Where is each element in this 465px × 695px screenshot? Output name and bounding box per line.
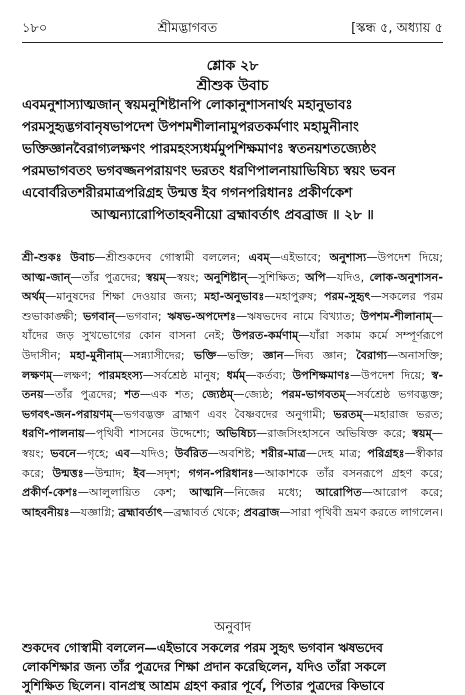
synonym-meaning: সন্ন্যাসীদের; xyxy=(133,348,185,362)
synonym-term: ভক্তি xyxy=(193,348,217,362)
synonym-meaning: ব্রহ্মাবর্ত থেকে; xyxy=(173,505,241,519)
synonym-term: পরম-ভাগবতম্ xyxy=(281,388,346,402)
synonym-term: জ্যেষ্ঠম্ xyxy=(201,388,234,402)
synonym-meaning: এক শত; xyxy=(150,388,194,402)
translation-line: শুকদেব গোস্বামী বললেন—এইভাবে সকলের পরম সুহৃৎ ভগবান ঋষভদেব xyxy=(22,640,383,655)
synonym-meaning: যদিও; xyxy=(141,446,169,460)
synonym-meaning: নিজের মধ্যে; xyxy=(234,486,303,500)
verse-line: আত্মন্যারোপিতাহবনীয়ো ব্রহ্মাবর্তাৎ প্রবব্রাজ ॥ ২৮ ॥ xyxy=(91,208,374,223)
synonym-term: স্বয়ম্ xyxy=(412,427,432,441)
synonym-term: ভরতম্ xyxy=(333,407,363,421)
verse-line: পরমসুহৃদ্ভগবানৃষভাপদেশ উপশমশীলানামুপরতকর্মণাং মহামুনীনাং xyxy=(22,120,359,135)
synonym-meaning: তাঁর পুত্রদের; xyxy=(54,388,117,402)
synonym-meaning: জ্যেষ্ঠ; xyxy=(244,388,274,402)
synonym-term: শত xyxy=(124,388,140,402)
verse-number: শ্লোক ২৮ xyxy=(206,58,259,74)
synonym-term: ভগবান্ xyxy=(83,309,115,323)
synonym-term: ভগবৎ-জন-পরায়ণম্ xyxy=(22,407,113,421)
synonym-term: মহা-মুনীনাম্ xyxy=(70,348,123,362)
synonym-meaning: অবশিষ্ট; xyxy=(218,446,256,460)
synonym-term: লোক-অনুশাসন-অর্থম্ xyxy=(22,270,443,304)
synonym-term: অভিষিচ্য xyxy=(216,427,257,441)
synonym-term: লক্ষণম্ xyxy=(22,368,53,382)
running-header xyxy=(22,18,443,40)
synonym-meaning: দিব্য জ্ঞান; xyxy=(294,348,347,362)
synonym-meaning: মানুষদের শিক্ষা দেওয়ার জন্য; xyxy=(56,290,198,304)
synonym-meaning: স্বয়ং; xyxy=(176,270,199,284)
synonym-term: প্রকীর্ণ-কেশঃ xyxy=(22,486,78,500)
synonym-term: আত্ম-জান্ xyxy=(22,270,71,284)
synonym-meaning: পৃথিবী শাসনের উদ্দেশ্যে; xyxy=(95,427,211,441)
synonym-term: ধরণি-পালনায় xyxy=(22,427,85,441)
synonym-term: এবম্ xyxy=(248,251,270,264)
synonym-term: বৈরাগ্য xyxy=(356,348,387,362)
synonym-meaning: সকলের পরম শুভাকাঙ্ক্ষী; xyxy=(22,290,444,323)
synonym-meaning: তাঁর পুত্রদের; xyxy=(81,270,141,284)
synonym-term: অপি xyxy=(305,270,326,284)
synonym-term: পরিগ্রহঃ xyxy=(367,446,405,460)
synonym-term: উপরত-কর্মণাম্ xyxy=(232,329,299,343)
sanskrit-verse xyxy=(22,95,443,227)
synonym-term: উর্বরিত xyxy=(174,446,208,460)
verse-line: এবমনুশাস্যাত্মজান্ স্বয়মনুশিষ্টানপি লোকানুশাসনার্থং মহানুভাবঃ xyxy=(22,98,353,113)
synonym-term: পারমহংস্য xyxy=(98,368,143,382)
synonym-term: স্বয়ম্ xyxy=(146,270,166,284)
verse-speaker: শ্রীশুক উবাচ xyxy=(196,78,269,94)
synonym-term: জ্ঞান xyxy=(262,348,284,362)
synonym-term: ধর্মম্ xyxy=(226,368,246,382)
synonym-meaning: অনাসক্তি; xyxy=(398,348,443,362)
chapter-reference: [স্কন্ধ ৫, অধ্যায় ৫ xyxy=(351,20,443,36)
synonym-meaning: উপদেশ দিয়ে; xyxy=(361,368,425,382)
synonym-term: প্রবব্রাজ xyxy=(243,505,280,519)
translation-text xyxy=(22,638,443,695)
synonym-meaning: স্বীকার করে; xyxy=(22,446,444,480)
synonym-meaning: যদিও, xyxy=(336,270,365,284)
header-rule xyxy=(22,42,443,43)
synonym-term: ঋষভ-অপদেশঃ xyxy=(167,309,236,323)
synonym-meaning: কর্তব্য; xyxy=(256,368,286,382)
synonym-meaning: যাঁরা সকাম কর্মে সম্পূর্ণরূপে উদাসীন; xyxy=(22,329,443,362)
synonym-meaning: দেহ মাত্র; xyxy=(317,446,362,460)
synonym-meaning: সদৃশ; xyxy=(156,466,181,480)
synonym-meaning: শ্রীশুকদেব গোস্বামী বললেন; xyxy=(105,251,241,264)
synonym-term: ব্রহ্মাবর্তাৎ xyxy=(118,505,163,519)
synonym-meaning: আলুলায়িত কেশ; xyxy=(88,486,177,500)
word-meanings: শ্রী-শুকঃ উবাচ—শ্রীশুকদেব গোস্বামী বললেন; এবম্—এইভাবে; অনুশাস্য—উপদেশ দিয়ে; আত্ম-জান্—তাঁর পুত্রদের; স্বয়ম্—স্বয়ং; অনুশিষ্টান্—সুশিক্ষিত; অপি—যদিও, লোক-অনুশাসন-অর্থম্—মানুষদের শিক্ষা দেওয়ার জন্য; মহা-অনুভাবঃ—মহাপুরুষ; পরম-সুহৃৎ—সকলের পরম শুভাকাঙ্ক্ষী; ভগবান্—ভগবান; ঋষভ-অপদেশঃ—ঋষভদেব নামে বিখ্যাত; উপশম-শীলানাম্—যাঁদের জড় সুখভোগের কোন বাসনা নেই; উপরত-কর্মণাম্—যাঁরা সকাম কর্মে সম্পূর্ণরূপে উদাসীন; মহা-মুনীনাম্—সন্ন্যাসীদের; ভক্তি—ভক্তি; জ্ঞান—দিব্য জ্ঞান; বৈরাগ্য—অনাসক্তি; লক্ষণম্—লক্ষণ; পারমহংস্য—সর্বশ্রেষ্ঠ মানুষ; ধর্মম্—কর্তব্য; উপশিক্ষমাণঃ—উপদেশ দিয়ে; স্ব-তনয়—তাঁর পুত্রদের; শত—এক শত; জ্যেষ্ঠম্—জ্যেষ্ঠ; পরম-ভাগবতম্—সর্বশ্রেষ্ঠ ভগবদ্ভক্ত; ভগবৎ-জন-পরায়ণম্—ভগবদ্ভক্ত ব্রাহ্মণ এবং বৈষ্ণবদের অনুগামী; ভরতম্—মহারাজ ভরত; ধরণি-পালনায়—পৃথিবী শাসনের উদ্দেশ্যে; অভিষিচ্য—রাজসিংহাসনে অভিষিক্ত করে; স্বয়ম্—স্বয়ং; ভবনে—গৃহে; এব—যদিও; উর্বরিত—অবশিষ্ট; শরীর-মাত্র—দেহ মাত্র; পরিগ্রহঃ—স্বীকার করে; উন্মত্তঃ—উন্মাদ; ইব—সদৃশ; গগন-পরিধানঃ—আকাশকে তাঁর বসনরূপে গ্রহণ করে; প্রকীর্ণ-কেশঃ—আলুলায়িত কেশ; আত্মনি—নিজের মধ্যে; আরোপিত—আরোপ করে; আহবনীয়ঃ—যজ্ঞাগ্নি; ব্রহ্মাবর্তাৎ—ব্রহ্মাবর্ত থেকে; প্রবব্রাজ—সারা পৃথিবী ভ্রমণ করতে লাগলেন। xyxy=(22,251,444,519)
synonym-meaning: মহারাজ ভরত; xyxy=(373,407,443,421)
synonym-term: শ্রী-শুকঃ উবাচ xyxy=(22,251,95,264)
page-number: ১৮০ xyxy=(22,20,48,36)
synonym-meaning: যাঁদের জড় সুখভোগের কোন বাসনা নেই; xyxy=(22,329,225,343)
synonym-meaning: মহাপুরুষ; xyxy=(275,290,318,304)
synonym-meaning: সর্বশ্রেষ্ঠ ভগবদ্ভক্ত; xyxy=(356,388,443,402)
synonym-term: আত্মনি xyxy=(189,486,224,500)
synonym-term: পরম-সুহৃৎ xyxy=(324,290,371,304)
synonym-meaning: ভক্তি; xyxy=(227,348,254,362)
translation-line: লোকশিক্ষার জন্য তাঁর পুত্রদের শিক্ষা প্রদান করেছিলেন, যদিও তাঁরা সকলে xyxy=(22,659,387,674)
synonym-meaning: আকাশকে তাঁর বসনরূপে গ্রহণ করে; xyxy=(264,466,443,480)
synonym-meaning: যজ্ঞাগ্নি; xyxy=(80,505,115,519)
synonym-term: শরীর-মাত্র xyxy=(261,446,306,460)
book-title: শ্রীমদ্ভাগবত xyxy=(157,20,218,36)
verse-line: পরমভাগবতং ভগবজ্জনপরায়ণং ভরতং ধরণিপালনায়াভিষিচ্য স্বয়ং ভবন xyxy=(22,164,396,179)
synonym-meaning: এইভাবে; xyxy=(280,251,322,264)
synonym-term: উপশম-শীলানাম্ xyxy=(360,309,432,323)
synonym-term: উন্মত্তঃ xyxy=(52,466,84,480)
synonym-term: মহা-অনুভাবঃ xyxy=(204,290,265,304)
synonym-meaning: ভগবদ্ভক্ত ব্রাহ্মণ এবং বৈষ্ণবদের অনুগামী; xyxy=(123,407,326,421)
synonym-term: গগন-পরিধানঃ xyxy=(188,466,254,480)
synonym-meaning: রাজসিংহাসনে অভিষিক্ত করে; xyxy=(267,427,406,441)
synonym-meaning: সুশিক্ষিত; xyxy=(258,270,300,284)
synonym-meaning: স্বয়ং; xyxy=(22,446,44,460)
synonym-term: আরোপিত xyxy=(315,486,362,500)
translation-line: সুশিক্ষিত ছিলেন। বানপ্রস্থ আশ্রম গ্রহণ করার পূর্বে, পিতার পুত্রদের কিভাবে xyxy=(22,678,385,693)
verse-line: এবোর্বরিতশরীরমাত্রপরিগ্রহ উন্মত্ত ইব গগনপরিধানঃ প্রকীর্ণকেশ xyxy=(22,186,353,201)
synonym-term: অনুশিষ্টান্ xyxy=(204,270,248,284)
synonym-meaning: ভগবান; xyxy=(126,309,162,323)
synonym-meaning: গৃহে; xyxy=(87,446,109,460)
synonym-term: ইব xyxy=(133,466,146,480)
synonym-meaning: ঋষভদেব নামে বিখ্যাত; xyxy=(247,309,355,323)
translation-heading: অনুবাদ xyxy=(214,620,251,635)
synonym-term: অনুশাস্য xyxy=(329,251,367,264)
synonym-meaning: উপদেশ দিয়ে; xyxy=(377,251,443,264)
synonym-meaning: সর্বশ্রেষ্ঠ মানুষ; xyxy=(153,368,221,382)
synonym-meaning: উন্মাদ; xyxy=(94,466,126,480)
synonym-term: এব xyxy=(115,446,130,460)
synonym-term: আহবনীয়ঃ xyxy=(22,505,70,519)
synonym-meaning: আরোপ করে; xyxy=(372,486,444,500)
synonym-term: স্ব-তনয় xyxy=(22,368,444,402)
synonym-term: উপশিক্ষমাণঃ xyxy=(292,368,350,382)
verse-line: ভক্তিজ্ঞানবৈরাগ্যলক্ষণং পারমহংস্যধর্মমুপশিক্ষমাণঃ স্বতনয়শতজ্যেষ্ঠং xyxy=(22,142,377,157)
synonym-meaning: লক্ষণ; xyxy=(63,368,92,382)
synonym-term: ভবনে xyxy=(50,446,77,460)
synonym-meaning: সারা পৃথিবী ভ্রমণ করতে লাগলেন। xyxy=(290,505,443,519)
